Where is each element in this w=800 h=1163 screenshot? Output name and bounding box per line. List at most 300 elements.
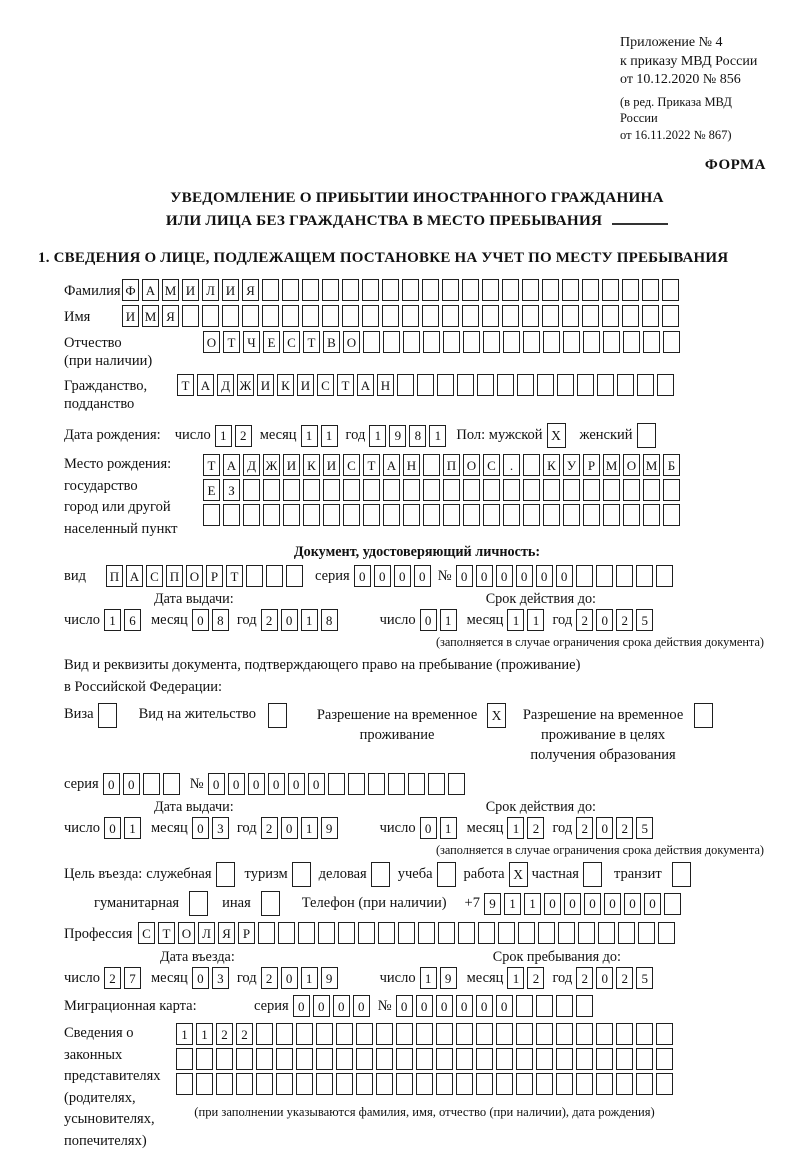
char-box[interactable]: 0 [564,893,581,915]
purpose-private-checkbox[interactable] [583,862,602,887]
char-box[interactable] [263,504,280,526]
char-box[interactable] [398,922,415,944]
char-box[interactable] [348,773,365,795]
char-box[interactable] [543,479,560,501]
residence-permit-checkbox[interactable] [268,703,287,728]
char-box[interactable] [542,305,559,327]
char-box[interactable]: П [443,454,460,476]
char-box[interactable] [396,1023,413,1045]
male-checkbox[interactable]: X [547,423,566,448]
char-box[interactable] [258,922,275,944]
char-box[interactable] [643,479,660,501]
char-box[interactable]: 0 [313,995,330,1017]
char-box[interactable] [216,1073,233,1095]
char-box[interactable] [476,1073,493,1095]
char-box[interactable] [316,1023,333,1045]
char-box[interactable]: 2 [261,609,278,631]
char-box[interactable] [483,479,500,501]
char-box[interactable] [517,374,534,396]
char-box[interactable]: М [142,305,159,327]
char-box[interactable] [562,279,579,301]
char-box[interactable] [638,922,655,944]
char-box[interactable]: А [357,374,374,396]
char-box[interactable]: Л [202,279,219,301]
char-box[interactable] [536,1023,553,1045]
char-box[interactable]: 2 [236,1023,253,1045]
char-box[interactable] [623,331,640,353]
char-box[interactable] [583,504,600,526]
purpose-transit-checkbox[interactable] [672,862,691,887]
char-box[interactable] [502,279,519,301]
char-box[interactable] [196,1048,213,1070]
char-box[interactable] [516,1023,533,1045]
char-box[interactable] [502,305,519,327]
char-box[interactable] [378,922,395,944]
char-box[interactable]: 0 [281,817,298,839]
char-box[interactable] [388,773,405,795]
char-box[interactable] [636,565,653,587]
char-box[interactable]: 0 [516,565,533,587]
char-box[interactable] [664,893,681,915]
char-box[interactable] [642,305,659,327]
char-box[interactable] [383,331,400,353]
char-box[interactable] [418,922,435,944]
char-box[interactable] [302,305,319,327]
char-box[interactable] [463,331,480,353]
char-box[interactable]: И [323,454,340,476]
char-box[interactable] [456,1023,473,1045]
char-box[interactable] [443,331,460,353]
char-box[interactable]: 0 [308,773,325,795]
char-box[interactable] [328,773,345,795]
char-box[interactable] [163,773,180,795]
char-box[interactable] [436,1023,453,1045]
char-box[interactable] [463,479,480,501]
char-box[interactable]: 5 [636,967,653,989]
char-box[interactable] [422,279,439,301]
char-box[interactable]: 1 [504,893,521,915]
char-box[interactable]: Т [223,331,240,353]
char-box[interactable]: 1 [440,609,457,631]
char-box[interactable]: 0 [536,565,553,587]
char-box[interactable]: 1 [420,967,437,989]
char-box[interactable]: 2 [527,817,544,839]
char-box[interactable]: С [138,922,155,944]
char-box[interactable] [576,1073,593,1095]
char-box[interactable] [437,374,454,396]
char-box[interactable] [563,479,580,501]
char-box[interactable] [457,374,474,396]
char-box[interactable]: 0 [353,995,370,1017]
char-box[interactable] [578,922,595,944]
char-box[interactable] [202,305,219,327]
char-box[interactable] [483,331,500,353]
char-box[interactable] [302,279,319,301]
char-box[interactable] [622,305,639,327]
char-box[interactable]: 0 [333,995,350,1017]
char-box[interactable] [616,565,633,587]
char-box[interactable] [637,374,654,396]
char-box[interactable] [408,773,425,795]
char-box[interactable]: 6 [124,609,141,631]
char-box[interactable] [358,922,375,944]
char-box[interactable] [623,479,640,501]
char-box[interactable]: О [203,331,220,353]
char-box[interactable] [543,504,560,526]
char-box[interactable] [503,504,520,526]
char-box[interactable] [557,374,574,396]
char-box[interactable]: 1 [176,1023,193,1045]
char-box[interactable] [203,504,220,526]
char-box[interactable] [497,374,514,396]
char-box[interactable] [576,1023,593,1045]
char-box[interactable]: 5 [636,817,653,839]
char-box[interactable] [343,504,360,526]
char-box[interactable] [663,504,680,526]
char-box[interactable]: А [383,454,400,476]
char-box[interactable]: 0 [192,817,209,839]
char-box[interactable] [182,305,199,327]
char-box[interactable]: К [303,454,320,476]
char-box[interactable] [283,479,300,501]
char-box[interactable] [643,504,660,526]
char-box[interactable]: М [643,454,660,476]
char-box[interactable]: 0 [268,773,285,795]
char-box[interactable] [322,305,339,327]
char-box[interactable]: 1 [507,967,524,989]
char-box[interactable]: 0 [476,565,493,587]
char-box[interactable] [523,331,540,353]
char-box[interactable]: И [182,279,199,301]
char-box[interactable] [323,479,340,501]
char-box[interactable] [298,922,315,944]
char-box[interactable] [376,1023,393,1045]
char-box[interactable]: 2 [527,967,544,989]
char-box[interactable]: Р [583,454,600,476]
char-box[interactable]: Т [337,374,354,396]
char-box[interactable]: Т [177,374,194,396]
char-box[interactable]: 0 [192,967,209,989]
char-box[interactable]: 0 [556,565,573,587]
char-box[interactable] [538,922,555,944]
char-box[interactable]: 0 [414,565,431,587]
char-box[interactable]: 0 [420,609,437,631]
char-box[interactable]: С [343,454,360,476]
char-box[interactable] [443,479,460,501]
char-box[interactable] [396,1073,413,1095]
char-box[interactable] [577,374,594,396]
char-box[interactable] [623,504,640,526]
char-box[interactable]: 1 [507,609,524,631]
char-box[interactable] [262,305,279,327]
char-box[interactable]: 2 [616,817,633,839]
char-box[interactable] [636,1023,653,1045]
char-box[interactable]: 2 [616,609,633,631]
char-box[interactable] [243,504,260,526]
purpose-study-checkbox[interactable] [437,862,456,887]
char-box[interactable] [397,374,414,396]
char-box[interactable]: И [257,374,274,396]
char-box[interactable] [516,1073,533,1095]
char-box[interactable]: И [222,279,239,301]
char-box[interactable]: 9 [440,967,457,989]
char-box[interactable] [323,504,340,526]
char-box[interactable]: 1 [104,609,121,631]
char-box[interactable] [602,305,619,327]
char-box[interactable] [476,1048,493,1070]
char-box[interactable]: О [186,565,203,587]
char-box[interactable]: У [563,454,580,476]
char-box[interactable] [402,305,419,327]
char-box[interactable]: 9 [321,967,338,989]
char-box[interactable] [278,922,295,944]
char-box[interactable] [256,1023,273,1045]
char-box[interactable] [658,922,675,944]
char-box[interactable] [537,374,554,396]
char-box[interactable] [423,454,440,476]
char-box[interactable] [363,479,380,501]
char-box[interactable] [576,565,593,587]
char-box[interactable] [196,1073,213,1095]
char-box[interactable] [356,1048,373,1070]
char-box[interactable] [597,374,614,396]
char-box[interactable] [376,1073,393,1095]
char-box[interactable]: 0 [456,565,473,587]
char-box[interactable]: 3 [212,967,229,989]
char-box[interactable] [458,922,475,944]
char-box[interactable]: 0 [624,893,641,915]
char-box[interactable] [338,922,355,944]
char-box[interactable]: Ч [243,331,260,353]
char-box[interactable] [482,279,499,301]
char-box[interactable]: 0 [544,893,561,915]
char-box[interactable] [436,1073,453,1095]
char-box[interactable] [276,1023,293,1045]
char-box[interactable]: Т [203,454,220,476]
char-box[interactable] [496,1023,513,1045]
char-box[interactable]: С [317,374,334,396]
char-box[interactable] [363,331,380,353]
char-box[interactable] [403,504,420,526]
char-box[interactable]: 1 [301,967,318,989]
purpose-work-checkbox[interactable]: X [509,862,528,887]
char-box[interactable] [438,922,455,944]
char-box[interactable] [417,374,434,396]
char-box[interactable]: 0 [496,995,513,1017]
char-box[interactable] [462,305,479,327]
char-box[interactable]: 1 [301,817,318,839]
char-box[interactable] [503,479,520,501]
char-box[interactable] [336,1048,353,1070]
char-box[interactable]: 3 [212,817,229,839]
char-box[interactable]: Д [217,374,234,396]
char-box[interactable]: 1 [196,1023,213,1045]
char-box[interactable]: Н [377,374,394,396]
char-box[interactable] [662,279,679,301]
char-box[interactable] [542,279,559,301]
char-box[interactable]: 0 [596,609,613,631]
char-box[interactable] [583,479,600,501]
char-box[interactable]: Т [363,454,380,476]
char-box[interactable] [316,1048,333,1070]
char-box[interactable] [583,331,600,353]
char-box[interactable]: Е [203,479,220,501]
char-box[interactable] [636,1073,653,1095]
char-box[interactable] [282,279,299,301]
char-box[interactable] [563,504,580,526]
char-box[interactable]: Е [263,331,280,353]
char-box[interactable]: 0 [416,995,433,1017]
char-box[interactable] [596,1023,613,1045]
char-box[interactable] [296,1048,313,1070]
char-box[interactable]: 1 [369,425,386,447]
char-box[interactable]: 8 [212,609,229,631]
char-box[interactable] [362,279,379,301]
char-box[interactable]: 2 [616,967,633,989]
char-box[interactable]: 2 [576,609,593,631]
char-box[interactable]: 1 [440,817,457,839]
char-box[interactable] [477,374,494,396]
char-box[interactable] [523,504,540,526]
char-box[interactable]: 2 [235,425,252,447]
char-box[interactable]: 2 [261,967,278,989]
char-box[interactable]: Я [162,305,179,327]
char-box[interactable]: 9 [389,425,406,447]
purpose-humanitarian-checkbox[interactable] [189,891,208,916]
char-box[interactable] [402,279,419,301]
char-box[interactable] [662,305,679,327]
char-box[interactable]: 1 [321,425,338,447]
char-box[interactable] [656,1073,673,1095]
char-box[interactable] [246,565,263,587]
char-box[interactable]: 0 [496,565,513,587]
char-box[interactable]: 9 [321,817,338,839]
char-box[interactable]: А [223,454,240,476]
char-box[interactable]: 0 [281,967,298,989]
char-box[interactable]: А [126,565,143,587]
char-box[interactable] [656,1023,673,1045]
char-box[interactable] [556,995,573,1017]
char-box[interactable] [616,1073,633,1095]
char-box[interactable] [618,922,635,944]
char-box[interactable]: 2 [216,1023,233,1045]
char-box[interactable] [428,773,445,795]
char-box[interactable]: 0 [104,817,121,839]
char-box[interactable] [456,1048,473,1070]
char-box[interactable]: 0 [103,773,120,795]
temp-residence-checkbox[interactable]: X [487,703,506,728]
char-box[interactable] [216,1048,233,1070]
purpose-business-checkbox[interactable] [371,862,390,887]
char-box[interactable]: Т [226,565,243,587]
char-box[interactable] [282,305,299,327]
char-box[interactable] [456,1073,473,1095]
visa-checkbox[interactable] [98,703,117,728]
char-box[interactable]: О [343,331,360,353]
char-box[interactable]: С [283,331,300,353]
char-box[interactable] [602,279,619,301]
char-box[interactable] [376,1048,393,1070]
char-box[interactable] [576,995,593,1017]
char-box[interactable]: 0 [420,817,437,839]
char-box[interactable] [368,773,385,795]
char-box[interactable]: 1 [527,609,544,631]
char-box[interactable] [382,279,399,301]
purpose-official-checkbox[interactable] [216,862,235,887]
char-box[interactable]: 2 [104,967,121,989]
char-box[interactable] [643,331,660,353]
char-box[interactable] [563,331,580,353]
char-box[interactable] [243,479,260,501]
char-box[interactable]: 0 [644,893,661,915]
char-box[interactable]: А [197,374,214,396]
char-box[interactable] [342,279,359,301]
char-box[interactable] [283,504,300,526]
char-box[interactable] [596,565,613,587]
char-box[interactable]: 0 [476,995,493,1017]
char-box[interactable] [416,1048,433,1070]
char-box[interactable] [522,305,539,327]
char-box[interactable] [423,504,440,526]
char-box[interactable]: 1 [301,609,318,631]
char-box[interactable] [342,305,359,327]
char-box[interactable]: 0 [584,893,601,915]
char-box[interactable] [236,1048,253,1070]
char-box[interactable]: Л [198,922,215,944]
char-box[interactable] [318,922,335,944]
char-box[interactable] [362,305,379,327]
char-box[interactable] [536,1048,553,1070]
char-box[interactable] [403,331,420,353]
char-box[interactable]: 5 [636,609,653,631]
char-box[interactable]: Ж [263,454,280,476]
purpose-other-checkbox[interactable] [261,891,280,916]
char-box[interactable]: 0 [123,773,140,795]
char-box[interactable]: 0 [228,773,245,795]
char-box[interactable] [396,1048,413,1070]
char-box[interactable] [383,504,400,526]
char-box[interactable]: Я [242,279,259,301]
char-box[interactable]: С [146,565,163,587]
char-box[interactable] [616,1048,633,1070]
char-box[interactable] [617,374,634,396]
char-box[interactable] [263,479,280,501]
char-box[interactable]: 0 [374,565,391,587]
char-box[interactable] [523,479,540,501]
char-box[interactable] [482,305,499,327]
char-box[interactable] [478,922,495,944]
purpose-tourism-checkbox[interactable] [292,862,311,887]
char-box[interactable]: 8 [409,425,426,447]
char-box[interactable] [416,1023,433,1045]
temp-residence-education-checkbox[interactable] [694,703,713,728]
char-box[interactable]: И [297,374,314,396]
char-box[interactable]: О [463,454,480,476]
char-box[interactable]: К [543,454,560,476]
char-box[interactable] [256,1048,273,1070]
char-box[interactable] [382,305,399,327]
char-box[interactable]: . [503,454,520,476]
char-box[interactable] [262,279,279,301]
char-box[interactable] [222,305,239,327]
char-box[interactable]: 0 [288,773,305,795]
char-box[interactable] [436,1048,453,1070]
char-box[interactable] [223,504,240,526]
char-box[interactable] [143,773,160,795]
char-box[interactable]: 0 [604,893,621,915]
char-box[interactable]: 2 [576,967,593,989]
char-box[interactable]: М [603,454,620,476]
